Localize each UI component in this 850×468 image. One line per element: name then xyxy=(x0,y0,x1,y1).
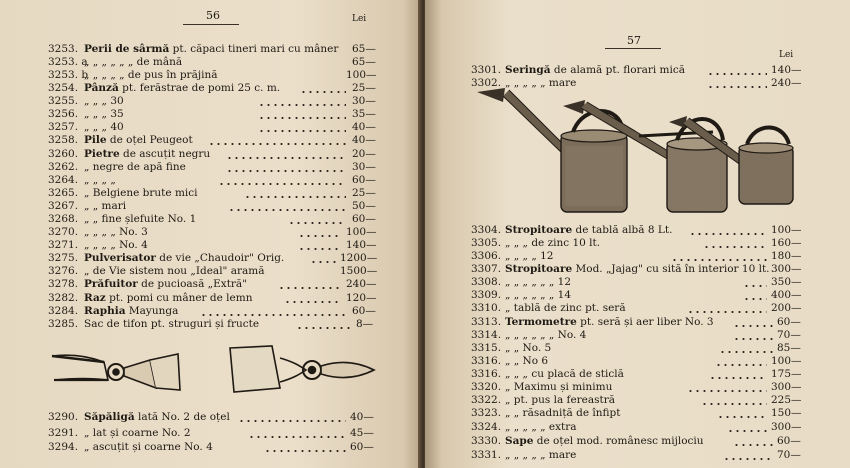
item-price: 400— xyxy=(771,289,802,301)
dot-leader xyxy=(733,435,773,448)
item-code: 3323. xyxy=(471,407,502,419)
list-item xyxy=(48,318,374,331)
item-description xyxy=(84,427,191,440)
item-text: „ „ „ „ „ extra xyxy=(505,421,577,433)
item-category: Sape xyxy=(505,435,534,447)
item-text: pt. căpaci tineri mari cu mâner xyxy=(169,43,339,55)
dot-leader xyxy=(727,421,767,434)
dot-leader xyxy=(244,187,346,200)
item-price: 300— xyxy=(771,263,802,275)
dot-leader xyxy=(226,161,346,174)
item-code: 3316. xyxy=(471,355,502,367)
list-item xyxy=(471,449,811,462)
item-description xyxy=(84,441,213,454)
item-price: 100— xyxy=(771,355,802,367)
item-description xyxy=(505,368,624,381)
dot-leader xyxy=(284,292,342,305)
dot-leader xyxy=(226,148,346,161)
item-description xyxy=(84,161,186,174)
list-item xyxy=(48,427,374,440)
item-code: 3304. xyxy=(471,224,502,236)
item-price: 180— xyxy=(771,250,802,262)
item-text: „ „ „ „ „ „ de mână xyxy=(84,56,183,68)
list-item xyxy=(471,302,811,315)
dot-leader xyxy=(288,213,346,226)
item-text: de alamă pt. florari mică xyxy=(550,64,686,76)
item-code: 3315. xyxy=(471,342,502,354)
list-item xyxy=(48,252,378,265)
list-item xyxy=(471,263,811,276)
dot-leader xyxy=(258,108,346,121)
item-description xyxy=(84,56,182,69)
item-description xyxy=(505,302,626,315)
item-price: 65— xyxy=(352,56,376,68)
item-price: 150— xyxy=(771,407,802,419)
item-price: 35— xyxy=(352,108,376,120)
item-price: 70— xyxy=(777,329,801,341)
item-text: „ „ „ „ No. 4 xyxy=(84,239,148,251)
item-code: 3306. xyxy=(471,250,502,262)
item-category: Săpăligă xyxy=(84,411,135,423)
list-item xyxy=(471,435,811,448)
item-category: Pietre xyxy=(84,148,120,160)
item-text: „ „ „ „ „ mare xyxy=(505,77,577,89)
item-price: 25— xyxy=(352,187,376,199)
dot-leader xyxy=(278,278,342,291)
item-category: Stropitoare xyxy=(505,263,573,275)
item-price: 1500— xyxy=(340,265,378,277)
list-item xyxy=(471,368,811,381)
list-item xyxy=(48,161,374,174)
item-text: „ „ răsadniță de înfipt xyxy=(505,407,621,419)
item-text: Sac de tifon pt. struguri și fructe xyxy=(84,318,260,330)
item-text: „ „ No. 5 xyxy=(505,342,552,354)
item-price: 200— xyxy=(771,302,802,314)
item-code: 3294. xyxy=(48,441,79,453)
item-price: 100— xyxy=(346,226,377,238)
list-item xyxy=(471,64,811,77)
dot-leader xyxy=(258,121,346,134)
item-description xyxy=(505,276,571,289)
item-price: 60— xyxy=(350,441,374,453)
item-price: 60— xyxy=(777,435,801,447)
dot-leader xyxy=(218,174,346,187)
dot-leader xyxy=(298,239,342,252)
item-code: 3275. xyxy=(48,252,79,264)
list-item xyxy=(48,187,374,200)
item-code: 3316. xyxy=(471,368,502,380)
hoe-illustrations xyxy=(44,340,380,400)
item-description xyxy=(84,411,230,424)
item-text: pt. pomi cu mâner de lemn xyxy=(105,292,253,304)
item-code: 3253. a xyxy=(48,56,88,68)
item-price: 8— xyxy=(356,318,374,330)
left-price-header: Lei xyxy=(352,14,367,24)
item-text: pt. ferăstrae de pomi 25 c. m. xyxy=(118,82,281,94)
right-page-number-rule xyxy=(605,48,661,49)
item-text: „ „ „ „ „ mare xyxy=(505,449,577,461)
item-description xyxy=(84,305,178,318)
item-price: 100— xyxy=(771,224,802,236)
list-item xyxy=(471,421,811,434)
list-item xyxy=(48,108,374,121)
item-code: 3265. xyxy=(48,187,79,199)
item-text: Mod. „Jajag" cu sită în interior 10 lt. xyxy=(572,263,770,275)
item-description xyxy=(84,43,338,56)
item-text: „ tablă de zinc pt. seră xyxy=(505,302,626,314)
dot-leader xyxy=(228,200,346,213)
dot-leader xyxy=(709,368,767,381)
list-item xyxy=(471,342,811,355)
dot-leader xyxy=(719,342,773,355)
item-description xyxy=(505,381,612,394)
item-description xyxy=(505,394,615,407)
item-text: „ pt. pus la fereastră xyxy=(505,394,616,406)
item-text: „ „ „ cu placă de sticlă xyxy=(505,368,624,380)
list-item xyxy=(48,69,377,82)
item-code: 3258. xyxy=(48,134,79,146)
item-text: de pucioasă „Extră" xyxy=(137,278,248,290)
dot-leader xyxy=(723,449,773,462)
dot-leader xyxy=(701,394,767,407)
item-price: 120— xyxy=(346,292,377,304)
item-text: „ „ „ „ „ „ 12 xyxy=(505,276,572,288)
item-description xyxy=(84,252,284,265)
dot-leader xyxy=(300,82,346,95)
item-price: 30— xyxy=(352,95,376,107)
item-text: de vie „Chaudoir" Orig. xyxy=(155,252,285,264)
item-description xyxy=(84,265,264,278)
list-item xyxy=(48,213,374,226)
item-description xyxy=(84,213,196,226)
item-text: Mayunga xyxy=(125,305,179,317)
item-code: 3330. xyxy=(471,435,502,447)
item-price: 45— xyxy=(350,427,374,439)
item-text: „ „ mari xyxy=(84,200,127,212)
item-code: 3305. xyxy=(471,237,502,249)
item-code: 3254. xyxy=(48,82,79,94)
item-description xyxy=(505,407,620,420)
item-description xyxy=(84,82,280,95)
item-price: 85— xyxy=(777,342,801,354)
list-item xyxy=(48,305,374,318)
left-page xyxy=(0,0,420,468)
item-code: 3310. xyxy=(471,302,502,314)
item-description xyxy=(84,95,124,108)
dot-leader xyxy=(733,329,773,342)
item-category: Pulverisator xyxy=(84,252,156,264)
item-text: „ „ „ „ „ „ No. 4 xyxy=(505,329,587,341)
item-text: „ „ „ 30 xyxy=(84,95,124,107)
item-category: Pânză xyxy=(84,82,119,94)
item-code: 3278. xyxy=(48,278,79,290)
dot-leader xyxy=(715,355,767,368)
item-code: 3260. xyxy=(48,148,79,160)
item-description xyxy=(84,134,193,147)
list-item xyxy=(48,200,374,213)
dot-leader xyxy=(298,226,342,239)
item-code: 3270. xyxy=(48,226,79,238)
dot-leader xyxy=(703,237,767,250)
item-price: 300— xyxy=(771,421,802,433)
dot-leader xyxy=(208,134,346,147)
dot-leader xyxy=(248,427,346,440)
left-page-number: 56 xyxy=(206,9,220,22)
item-description xyxy=(505,237,600,250)
dot-leader xyxy=(310,252,336,265)
dot-leader xyxy=(200,305,346,318)
item-price: 60— xyxy=(352,174,376,186)
item-description xyxy=(505,355,548,368)
right-page xyxy=(425,0,850,468)
list-item xyxy=(48,226,377,239)
item-code: 3313. xyxy=(471,316,502,328)
list-item xyxy=(48,239,377,252)
item-text: „ lat și coarne No. 2 xyxy=(84,427,191,439)
dot-leader xyxy=(671,250,767,263)
watering-can-large-drawing xyxy=(477,88,627,212)
list-item xyxy=(48,174,374,187)
list-item xyxy=(48,441,374,454)
item-category: Perii de sârmă xyxy=(84,43,170,55)
dot-leader xyxy=(689,224,767,237)
right-price-header: Lei xyxy=(779,50,794,60)
right-page-number: 57 xyxy=(627,34,641,47)
item-description xyxy=(84,278,247,291)
item-code: 3253. xyxy=(48,43,79,55)
list-item xyxy=(471,381,811,394)
item-price: 70— xyxy=(777,449,801,461)
item-text: „ negre de apă fine xyxy=(84,161,186,173)
item-description xyxy=(84,187,198,200)
list-item xyxy=(48,56,374,69)
list-item xyxy=(471,237,811,250)
item-text: „ de Vie sistem nou „Ideal" aramă xyxy=(84,265,265,277)
item-category: Raphia xyxy=(84,305,126,317)
item-description xyxy=(505,250,553,263)
list-item xyxy=(48,265,378,278)
item-price: 40— xyxy=(350,411,374,423)
item-code: 3257. xyxy=(48,121,79,133)
item-code: 3268. xyxy=(48,213,79,225)
dot-leader xyxy=(238,411,346,424)
item-text: „ „ „ „ No. 3 xyxy=(84,226,148,238)
dot-leader xyxy=(743,276,767,289)
dot-leader xyxy=(743,289,767,302)
item-description xyxy=(84,226,148,239)
item-price: 60— xyxy=(777,316,801,328)
item-code: 3291. xyxy=(48,427,79,439)
item-text: „ „ „ „ 12 xyxy=(505,250,554,262)
list-item xyxy=(471,224,811,237)
item-code: 3322. xyxy=(471,394,502,406)
item-text: „ „ fine șlefuite No. 1 xyxy=(84,213,197,225)
item-price: 1200— xyxy=(340,252,378,264)
item-description xyxy=(84,69,217,82)
item-text: lată No. 2 de oțel xyxy=(134,411,230,423)
list-item xyxy=(48,411,374,424)
two-prong-hoe-drawing xyxy=(52,354,180,390)
item-text: „ Maximu și minimu xyxy=(505,381,613,393)
item-text: „ Belgiene brute mici xyxy=(84,187,198,199)
list-item xyxy=(471,276,811,289)
item-description xyxy=(84,292,252,305)
list-item xyxy=(471,316,811,329)
item-category: Prăfuitor xyxy=(84,278,138,290)
item-description xyxy=(505,342,551,355)
item-price: 240— xyxy=(346,278,377,290)
item-code: 3324. xyxy=(471,421,502,433)
item-text: de oțel mod. românesc mijlociu xyxy=(533,435,704,447)
item-description xyxy=(84,108,124,121)
list-item xyxy=(471,355,811,368)
list-item xyxy=(48,121,374,134)
item-price: 160— xyxy=(771,237,802,249)
pointed-hoe-drawing xyxy=(230,346,374,392)
item-price: 140— xyxy=(346,239,377,251)
item-price: 50— xyxy=(352,200,376,212)
item-description xyxy=(505,449,576,462)
item-price: 240— xyxy=(771,77,802,89)
item-code: 3271. xyxy=(48,239,79,251)
item-code: 3267. xyxy=(48,200,79,212)
item-text: „ „ „ „ „ „ 14 xyxy=(505,289,572,301)
dot-leader xyxy=(264,441,346,454)
item-text: pt. seră și aer liber No. 3 xyxy=(576,316,714,328)
item-code: 3331. xyxy=(471,449,502,461)
item-code: 3256. xyxy=(48,108,79,120)
item-code: 3302. xyxy=(471,77,502,89)
item-code: 3255. xyxy=(48,95,79,107)
item-text: „ „ „ 35 xyxy=(84,108,124,120)
item-description xyxy=(84,174,116,187)
item-description xyxy=(84,200,126,213)
item-description xyxy=(505,435,704,448)
left-page-number-rule xyxy=(183,24,239,25)
item-price: 65— xyxy=(352,43,376,55)
item-price: 60— xyxy=(352,305,376,317)
item-code: 3284. xyxy=(48,305,79,317)
item-text: „ „ „ „ xyxy=(84,174,116,186)
list-item xyxy=(48,292,377,305)
item-price: 40— xyxy=(352,134,376,146)
item-description xyxy=(505,329,586,342)
item-code: 3308. xyxy=(471,276,502,288)
item-text: de ascuțit negru xyxy=(119,148,211,160)
item-price: 300— xyxy=(771,381,802,393)
list-item xyxy=(471,407,811,420)
dot-leader xyxy=(687,302,767,315)
item-code: 3264. xyxy=(48,174,79,186)
item-category: Seringă xyxy=(505,64,551,76)
item-price: 100— xyxy=(346,69,377,81)
item-code: 3307. xyxy=(471,263,502,275)
item-price: 40— xyxy=(352,121,376,133)
item-text: „ „ „ „ „ de pus în prăjină xyxy=(84,69,218,81)
list-item xyxy=(48,43,374,56)
item-description xyxy=(505,263,770,276)
item-description xyxy=(84,239,148,252)
item-price: 140— xyxy=(771,64,802,76)
item-category: Pile xyxy=(84,134,107,146)
item-code: 3301. xyxy=(471,64,502,76)
list-item xyxy=(471,289,811,302)
item-text: „ „ No 6 xyxy=(505,355,549,367)
item-category: Raz xyxy=(84,292,106,304)
dot-leader xyxy=(733,316,773,329)
dot-leader xyxy=(687,381,767,394)
list-item xyxy=(471,329,811,342)
list-item xyxy=(48,148,374,161)
watering-cans-illustration xyxy=(473,86,803,220)
dot-leader xyxy=(717,407,767,420)
list-item xyxy=(471,250,811,263)
dot-leader xyxy=(258,95,346,108)
item-price: 225— xyxy=(771,394,802,406)
item-code: 3282. xyxy=(48,292,79,304)
list-item xyxy=(48,134,374,147)
item-text: „ ascuțit și coarne No. 4 xyxy=(84,441,213,453)
item-price: 175— xyxy=(771,368,802,380)
item-description xyxy=(505,316,714,329)
item-code: 3314. xyxy=(471,329,502,341)
dot-leader xyxy=(296,318,352,331)
item-code: 3262. xyxy=(48,161,79,173)
item-text: „ „ „ de zinc 10 lt. xyxy=(505,237,601,249)
item-description xyxy=(505,64,685,77)
item-code: 3253. b xyxy=(48,69,89,81)
item-text: de tablă albă 8 Lt. xyxy=(572,224,673,236)
list-item xyxy=(48,278,377,291)
item-price: 25— xyxy=(352,82,376,94)
item-text: „ „ „ 40 xyxy=(84,121,124,133)
list-item xyxy=(48,82,374,95)
item-code: 3276. xyxy=(48,265,79,277)
item-description xyxy=(505,421,577,434)
item-category: Termometre xyxy=(505,316,577,328)
list-item xyxy=(471,394,811,407)
item-price: 350— xyxy=(771,276,802,288)
dot-leader xyxy=(707,64,767,77)
item-description xyxy=(84,121,124,134)
item-price: 20— xyxy=(352,148,376,160)
item-description xyxy=(84,148,210,161)
item-text: de oțel Peugeot xyxy=(106,134,193,146)
item-price: 30— xyxy=(352,161,376,173)
list-item xyxy=(48,95,374,108)
item-description xyxy=(505,289,571,302)
item-description xyxy=(505,224,672,237)
item-price: 60— xyxy=(352,213,376,225)
item-code: 3309. xyxy=(471,289,502,301)
item-description xyxy=(84,318,259,331)
item-category: Stropitoare xyxy=(505,224,573,236)
item-code: 3320. xyxy=(471,381,502,393)
item-code: 3290. xyxy=(48,411,79,423)
item-code: 3285. xyxy=(48,318,79,330)
